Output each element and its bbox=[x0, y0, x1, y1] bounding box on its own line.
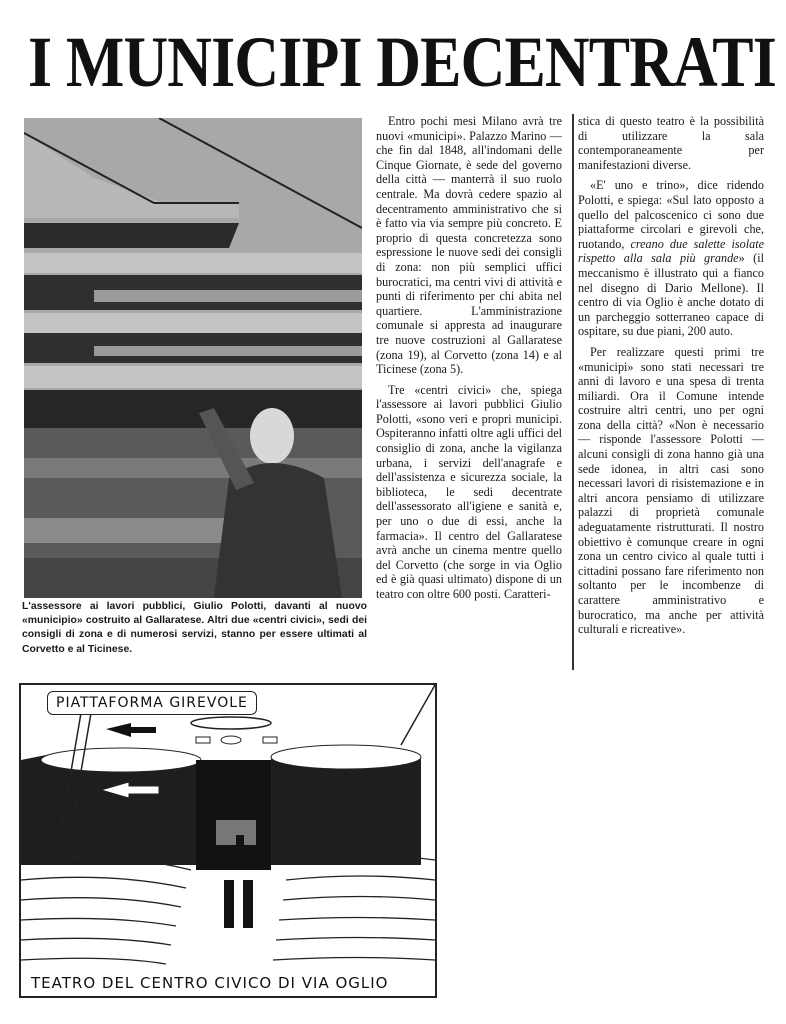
person-head bbox=[250, 408, 294, 464]
article-column-1 bbox=[376, 114, 562, 608]
drawing-title: TEATRO DEL CENTRO CIVICO DI VIA OGLIO bbox=[31, 974, 389, 992]
article-paragraph: stica di questo teatro è la possibilità di utilizzare la sala contemporaneamente per manifestazioni diverse. bbox=[578, 114, 764, 172]
italic-quote: creano due salette isolate rispetto alla sala più grande bbox=[578, 236, 764, 266]
article-paragraph: Per realizzare questi primi tre «municipi» sono stati necessari tre anni di lavoro e una spesa di trenta miliardi. Ora il Comune intende costruire altri centri, uno per ogni zona della città? «Non è necessario — risponde l'assessore Polotti — alcuni consigli di zona hanno già una sede idonea, in altri casi sono necessari lavori di risistemazione e in altri ancora pensiamo di utilizzare palazzi di proprietà comunale adeguatamente ristrutturati. Il nostro obiettivo è comunque creare in ogni zona un centro civico al quale tutti i cittadini possano fare riferimento non soltanto per le incombenze di carattere amministrativo e burocratico, ma anche per attività culturali e ricreative». bbox=[578, 344, 764, 637]
quote-text: » (il meccanismo è illustrato qui a fianco nel disegno di Dario Mellone). Il centro di via Oglio è anche dotato di un parcheggio sotterraneo capace di ospitare, su due piani, 200 auto. bbox=[578, 251, 764, 339]
article-paragraph bbox=[578, 178, 764, 339]
building-photo bbox=[24, 118, 362, 598]
photo-caption: L'assessore ai lavori pubblici, Giulio Polotti, davanti al nuovo «municipio» costruito al Gallaratese. Altri due «centri civici», sedi dei consigli di zona e di numerosi servizi, stanno per essere ultimati al Corvetto e al Ticinese. bbox=[22, 601, 367, 655]
theatre-drawing bbox=[19, 683, 437, 998]
article-paragraph: Entro pochi mesi Milano avrà tre nuovi «municipi». Palazzo Marino — che fin dal 1848, all'indomani delle Cinque Giornate, è sede del governo della città — manterrà il suo ruolo centrale. Ma dovrà cedere spazio al decentramento amministrativo che si è fatto via via sempre più concreto. E proprio di questa concretezza sono espressione le nuove sedi dei consigli di zona: non più semplici uffici burocratici, ma centri vivi di attività e punti di riferimento per chi abita nel quartiere. L'amministrazione comunale si appresta ad inaugurare tre nuove costruzioni al Gallaratese (zona 19), al Corvetto (zona 14) e al Ticinese (zona 5). bbox=[376, 114, 562, 377]
quote-text: «E' uno e trino», dice ridendo Polotti, e spiega: «Sul lato opposto a quello del palcoscenico ci sono due piattaforme circolari e girevoli che, ruotando, bbox=[578, 178, 764, 251]
theatre-illustration bbox=[21, 685, 435, 996]
stage-backwall bbox=[196, 760, 271, 870]
article-paragraph: Tre «centri civici» che, spiega l'assessore ai lavori pubblici Giulio Polotti, «sono veri e propri municipi. Ospiteranno infatti oltre agli uffici del consiglio di zona, anche la vigilanza urbana, i servizi dell'anagrafe e dell'assistenza e sicurezza sociale, la biblioteca, le sedi decentrate dell'assessorato all'igiene e sanità e, per uno o due di essi, anche la farmacia». Il centro del Gallaratese avrà anche un cinema mentre quello del Corvetto (che sorge in via Oglio ed è già quasi ultimato) dispone di un teatro con oltre 600 posti. Caratteri- bbox=[376, 382, 562, 601]
rotating-platform-label: PIATTAFORMA GIREVOLE bbox=[47, 691, 257, 715]
headline: I MUNICIPI DECENTRATI bbox=[28, 22, 776, 102]
photo-illustration bbox=[24, 118, 362, 598]
article-column-2 bbox=[578, 114, 764, 643]
column-divider bbox=[572, 114, 574, 670]
